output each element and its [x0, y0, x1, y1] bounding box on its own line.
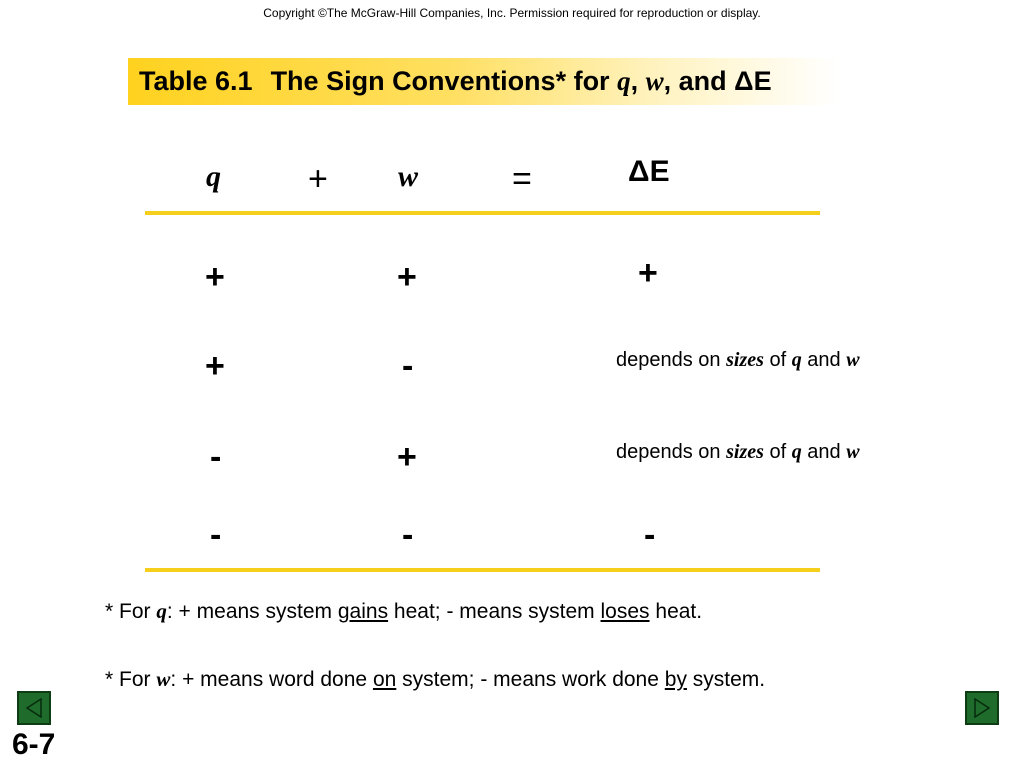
title-and: , and	[663, 66, 727, 96]
triangle-left-icon	[23, 697, 45, 719]
row3-of: of	[769, 441, 787, 463]
row3-sizes: sizes	[726, 441, 764, 463]
row4-delta-e: -	[644, 516, 656, 554]
footnote-q-star: * For	[105, 600, 151, 623]
table-top-rule	[145, 211, 820, 215]
row2-w-var: w	[846, 349, 860, 371]
footnote-w-var: w	[156, 667, 171, 691]
footnote-q-text-a: + means system	[178, 600, 333, 623]
header-equals: =	[512, 160, 532, 198]
prev-slide-button[interactable]	[17, 691, 51, 725]
footnote-w-text-a: + means word done	[182, 668, 368, 691]
footnote-w-text-b: system; - means work done	[402, 668, 659, 691]
title-text: The Sign Conventions* for	[270, 66, 610, 96]
page-number: 6-7	[12, 728, 56, 761]
triangle-right-icon	[971, 697, 993, 719]
title-comma: ,	[630, 66, 639, 96]
title-w: w	[645, 66, 664, 96]
footnote-q-loses: loses	[600, 600, 650, 623]
title-delta-e: ΔE	[734, 66, 772, 96]
row4-w: -	[402, 516, 414, 554]
row3-q-var: q	[791, 441, 802, 463]
row3-delta-e	[616, 441, 860, 464]
footnote-q-gains: gains	[337, 600, 389, 623]
footnote-q-text-b: heat; - means system	[393, 600, 595, 623]
row2-depends: depends on	[616, 349, 721, 371]
footnote-q-var: q	[156, 599, 167, 623]
row3-w-var: w	[846, 441, 860, 463]
header-w: w	[398, 160, 419, 193]
row2-sizes: sizes	[726, 349, 764, 371]
row2-of: of	[769, 349, 787, 371]
row3-w: +	[397, 438, 417, 476]
row2-w: -	[402, 347, 414, 385]
footnote-w-text-c: system.	[692, 668, 766, 691]
header-q: q	[206, 160, 221, 193]
row2-q-var: q	[791, 349, 802, 371]
footnote-w-star: * For	[105, 668, 151, 691]
footnote-w-on: on	[372, 668, 397, 691]
footnote-q	[105, 599, 702, 624]
footnote-w-colon: :	[170, 668, 177, 691]
footnote-q-colon: :	[166, 600, 173, 623]
row1-delta-e: +	[638, 254, 658, 292]
row2-q: +	[205, 347, 225, 385]
row3-and: and	[807, 441, 841, 463]
footnote-q-text-c: heat.	[655, 600, 703, 623]
header-plus: +	[308, 160, 328, 198]
row4-q: -	[210, 516, 222, 554]
row3-depends: depends on	[616, 441, 721, 463]
row1-w: +	[397, 258, 417, 296]
title-q: q	[617, 66, 631, 96]
copyright-notice: Copyright ©The McGraw-Hill Companies, Inc. Permission required for reproduction or display.	[263, 6, 761, 20]
row2-and: and	[807, 349, 841, 371]
row2-delta-e	[616, 349, 860, 372]
row3-q: -	[210, 438, 222, 476]
row1-q: +	[205, 258, 225, 296]
footnote-w	[105, 667, 765, 692]
title-table-label: Table 6.1	[139, 66, 253, 96]
header-delta-e: ΔE	[628, 155, 670, 188]
table-bottom-rule	[145, 568, 820, 572]
footnote-w-by: by	[664, 668, 687, 691]
next-slide-button[interactable]	[965, 691, 999, 725]
slide-title	[139, 66, 772, 97]
